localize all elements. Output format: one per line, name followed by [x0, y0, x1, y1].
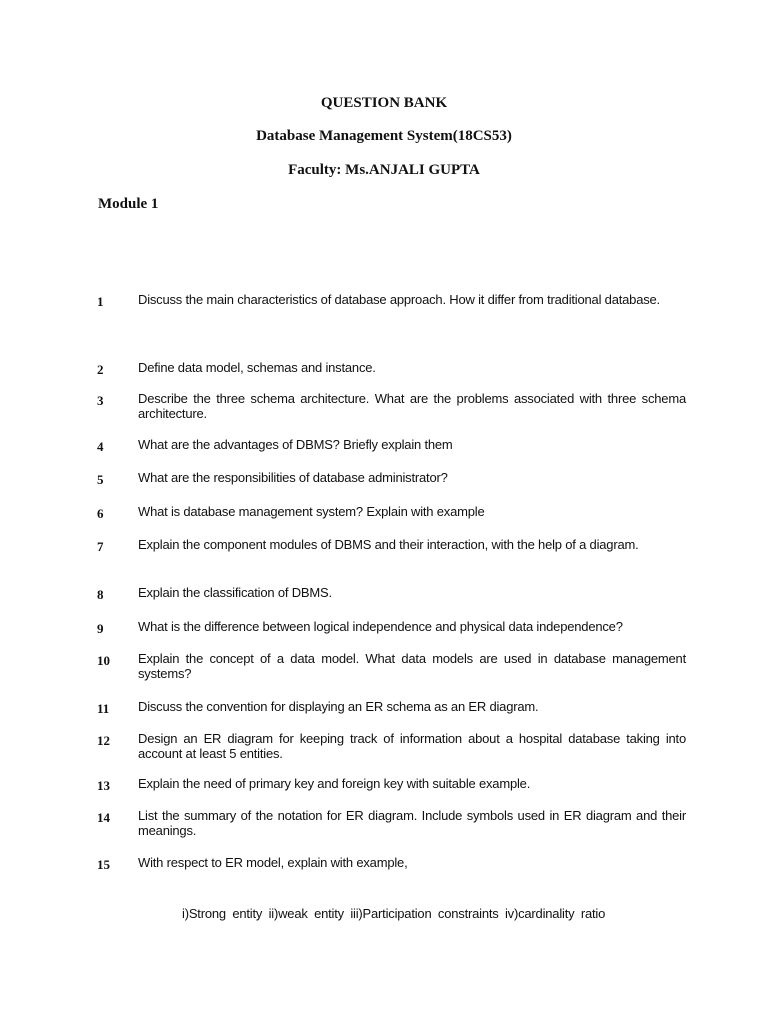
- question-text: Explain the need of primary key and foreign key with suitable example.: [138, 776, 531, 791]
- question-number: 9: [97, 621, 104, 636]
- question-text: Define data model, schemas and instance.: [138, 360, 376, 375]
- question-number: 7: [97, 539, 104, 554]
- question-text: Discuss the convention for displaying an ER schema as an ER diagram.: [138, 699, 539, 714]
- question-number: 2: [97, 362, 104, 377]
- question-number: 1: [97, 294, 104, 309]
- question-text: What are the responsibilities of database administrator?: [138, 470, 448, 485]
- question-text: Explain the concept of a data model. What data models are used in database management systems?: [138, 651, 686, 681]
- module-heading: Module 1: [98, 196, 159, 212]
- question-text: Explain the classification of DBMS.: [138, 585, 332, 600]
- question-text: List the summary of the notation for ER diagram. Include symbols used in ER diagram and their meanings.: [138, 808, 686, 838]
- question-number: 3: [97, 393, 104, 408]
- question-text: Describe the three schema architecture. What are the problems associated with three schema architecture.: [138, 391, 686, 421]
- document-title: QUESTION BANK: [320, 95, 448, 111]
- question-text: Discuss the main characteristics of database approach. How it differ from traditional database.: [138, 292, 660, 307]
- question-number: 10: [97, 653, 110, 668]
- question-text: Explain the component modules of DBMS and their interaction, with the help of a diagram.: [138, 537, 639, 552]
- question-number: 14: [97, 810, 110, 825]
- question-text: What is database management system? Explain with example: [138, 504, 485, 519]
- question-number: 8: [97, 587, 104, 602]
- faculty-heading: Faculty: Ms.ANJALI GUPTA: [288, 162, 480, 178]
- question-text: What is the difference between logical independence and physical data independence?: [138, 619, 623, 634]
- question-number: 4: [97, 439, 104, 454]
- question-number: 13: [97, 778, 110, 793]
- question-number: 5: [97, 472, 104, 487]
- question-number: 6: [97, 506, 104, 521]
- question-number: 11: [97, 701, 110, 716]
- question-15-subparts: i)Strong entity ii)weak entity iii)Participation constraints iv)cardinality ratio: [182, 906, 606, 921]
- subject-heading: Database Management System(18CS53): [256, 128, 512, 144]
- question-text: Design an ER diagram for keeping track of information about a hospital database taking into account at least 5 entities.: [138, 731, 686, 761]
- question-number: 12: [97, 733, 110, 748]
- question-number: 15: [97, 857, 110, 872]
- question-text: What are the advantages of DBMS? Briefly explain them: [138, 437, 453, 452]
- question-text: With respect to ER model, explain with example,: [138, 855, 408, 870]
